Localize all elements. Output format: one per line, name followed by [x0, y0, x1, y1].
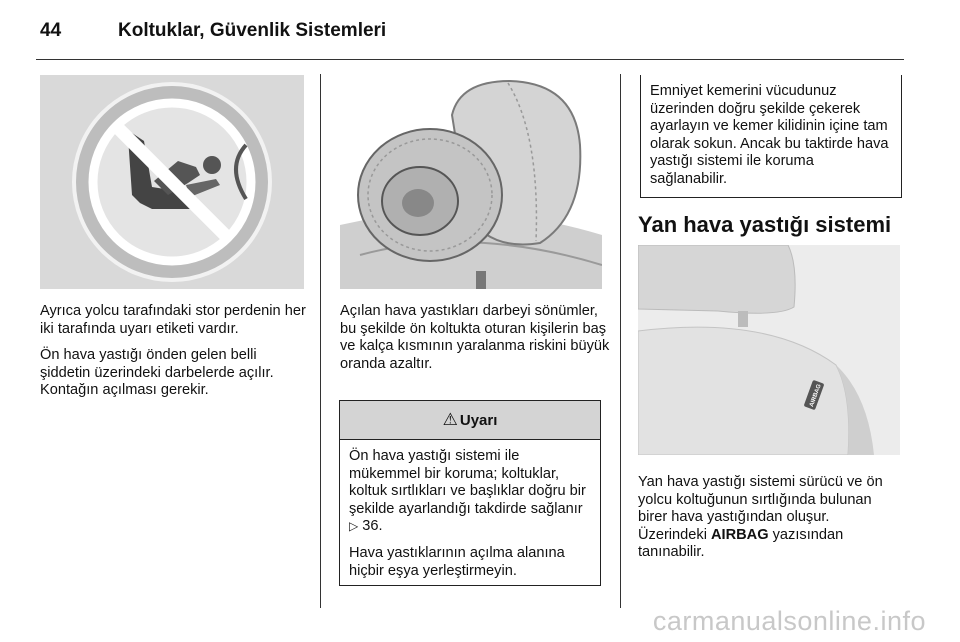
page-reference: 36.	[362, 518, 383, 535]
seatbelt-note-text: Emniyet kemerini vücudunuz üzerinden doğru şekilde çekerek ayarlayın ve kemer kilidinin içine tam olarak sokun. Ancak bu taktirde hava yastığı sistemi ile koruma sağlanabilir.	[650, 83, 889, 187]
page-reference-icon: ▷	[349, 519, 359, 534]
front-airbags-deployed-illustration	[340, 75, 602, 289]
col2-paragraph-1: Açılan hava yastıkları darbeyi sönümler, bu şekilde ön koltukta oturan kişilerin baş ve kalça kısmının yaralanma riskini büyük oranda azaltır.	[340, 303, 610, 372]
watermark: carmanualsonline.info	[652, 606, 926, 636]
page-number: 44	[40, 20, 62, 41]
warning-title: Uyarı	[459, 411, 498, 429]
warning-header	[340, 401, 600, 440]
side-airbag-seat-image	[638, 245, 900, 455]
section-heading: Yan hava yastığı sistemi	[638, 212, 892, 237]
warning-paragraph-2: Hava yastıklarının açılma alanına hiçbir eşya yerleştirmeyin.	[349, 544, 565, 579]
seatbelt-note-box	[640, 75, 902, 198]
airbag-keyword: AIRBAG	[711, 526, 769, 543]
child-seat-warning-image	[40, 75, 304, 289]
column-divider-1	[320, 74, 321, 608]
header-divider	[36, 59, 904, 60]
warning-body	[340, 440, 600, 580]
warning-box	[339, 400, 601, 586]
page-header-title: Koltuklar, Güvenlik Sistemleri	[118, 20, 387, 41]
warning-paragraph-1	[349, 448, 591, 536]
column-divider-2	[620, 74, 621, 608]
col1-paragraph-1: Ayrıca yolcu tarafındaki stor perdenin her iki tarafında uyarı etiketi vardır.	[40, 303, 306, 337]
seat-airbag-label-illustration	[638, 245, 900, 455]
warning-triangle-icon: ⚠	[442, 410, 458, 429]
airbag-deployment-image	[340, 75, 602, 289]
col1-text	[40, 303, 310, 409]
col3-paragraph-part-2: yazısından tanınabilir.	[638, 526, 844, 561]
warning-paragraph-1-text: Ön hava yastığı sistemi ile mükemmel bir koruma; koltuklar, koltuk sırtlıkları ve başlıklar doğru bir şekilde ayarlandığı takdirde sağlanır	[349, 448, 586, 517]
col3-paragraph	[638, 474, 902, 562]
col3-paragraph-part-1: Yan hava yastığı sistemi sürücü ve ön yolcu koltuğunun sırtlığında bulunan birer hava yastığından oluşur. Üzerindeki	[638, 474, 883, 543]
airbag-label-text: AIRBAG	[809, 383, 823, 408]
col3-text	[638, 474, 902, 571]
col2-text	[340, 303, 610, 382]
no-rear-facing-child-seat-icon	[40, 75, 304, 289]
col1-paragraph-2: Ön hava yastığı önden gelen belli şiddetin üzerindeki darbelerde açılır. Kontağın açılması gerekir.	[40, 347, 274, 399]
